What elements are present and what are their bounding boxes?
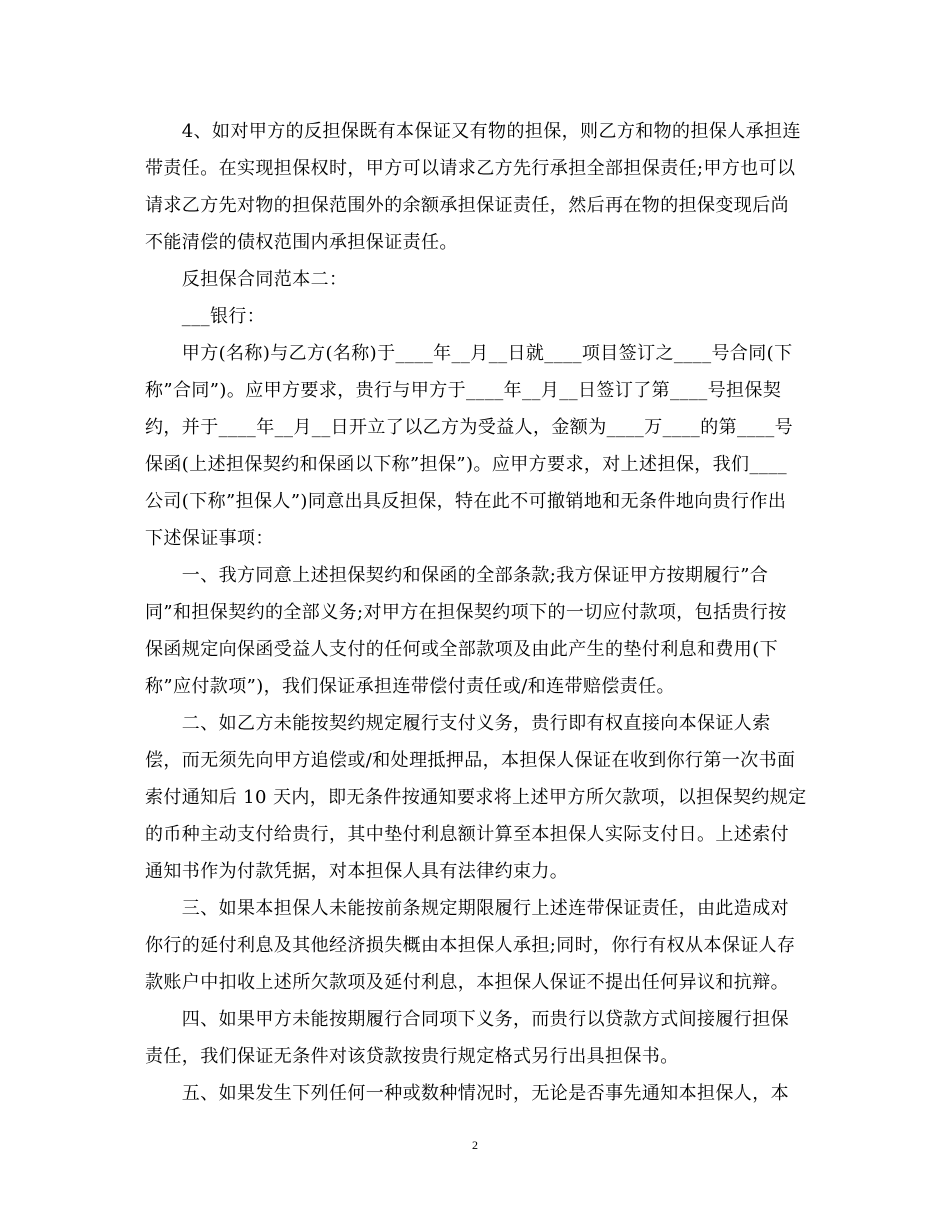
text-line: 称”应付款项”)，我们保证承担连带偿付责任或/和连带赔偿责任。 — [145, 676, 675, 697]
text-line: 称”合同”)。应甲方要求，贵行与甲方于____年__月__日签订了第____号担保契 — [145, 380, 782, 401]
text-line: 4、如对甲方的反担保既有本保证又有物的担保，则乙方和物的担保人承担连 — [145, 121, 801, 142]
text-line: 通知书作为付款凭据，对本担保人具有法律约束力。 — [145, 861, 569, 882]
text-line: 同”和担保契约的全部义务;对甲方在担保契约项下的一切应付款项，包括贵行按 — [145, 602, 787, 623]
text-line: 公司(下称”担保人”)同意出具反担保，特在此不可撤销地和无条件地向贵行作出 — [145, 491, 787, 512]
text-line: 一、我方同意上述担保契约和保函的全部条款;我方保证甲方按期履行”合 — [145, 565, 769, 586]
text-line: 带责任。在实现担保权时，甲方可以请求乙方先行承担全部担保责任;甲方也可以 — [145, 158, 796, 179]
text-line: 的币种主动支付给贵行，其中垫付利息额计算至本担保人实际支付日。上述索付 — [145, 824, 789, 845]
text-line: 索付通知后 10 天内，即无条件按通知要求将上述甲方所欠款项，以担保契约规定 — [145, 787, 807, 808]
text-line: 约，并于____年__月__日开立了以乙方为受益人，金额为____万____的第____号 — [145, 417, 793, 438]
text-line: 甲方(名称)与乙方(名称)于____年__月__日就____项目签订之____号合同(下 — [145, 343, 793, 364]
text-line: 偿，而无须先向甲方追偿或/和处理抵押品，本担保人保证在收到你行第一次书面 — [145, 750, 796, 771]
text-line: 五、如果发生下列任何一种或数种情况时，无论是否事先通知本担保人，本 — [145, 1083, 789, 1104]
section-heading: 反担保合同范本二： — [145, 269, 348, 290]
text-line: 下述保证事项： — [145, 528, 274, 549]
text-line: 二、如乙方未能按契约规定履行支付义务，贵行即有权直接向本保证人索 — [145, 713, 771, 734]
text-line: 责任，我们保证无条件对该贷款按贵行规定格式另行出具担保书。 — [145, 1046, 679, 1067]
page-number: 2 — [472, 1138, 478, 1152]
text-line: 保函规定向保函受益人支付的任何或全部款项及由此产生的垫付利息和费用(下 — [145, 639, 779, 660]
addressee-line: ___银行： — [145, 306, 266, 327]
text-line: 四、如果甲方未能按期履行合同项下义务，而贵行以贷款方式间接履行担保 — [145, 1009, 789, 1030]
text-line: 保函(上述担保契约和保函以下称”担保”)。应甲方要求，对上述担保，我们____ — [145, 454, 788, 475]
text-line: 你行的延付利息及其他经济损失概由本担保人承担;同时，你行有权从本保证人存 — [145, 935, 796, 956]
text-line: 请求乙方先对物的担保范围外的余额承担保证责任，然后再在物的担保变现后尚 — [145, 195, 789, 216]
text-line: 不能清偿的债权范围内承担保证责任。 — [145, 232, 458, 253]
text-line: 三、如果本担保人未能按前条规定期限履行上述连带保证责任，由此造成对 — [145, 898, 789, 919]
text-line: 款账户中扣收上述所欠款项及延付利息，本担保人保证不提出任何异议和抗辩。 — [145, 972, 789, 993]
